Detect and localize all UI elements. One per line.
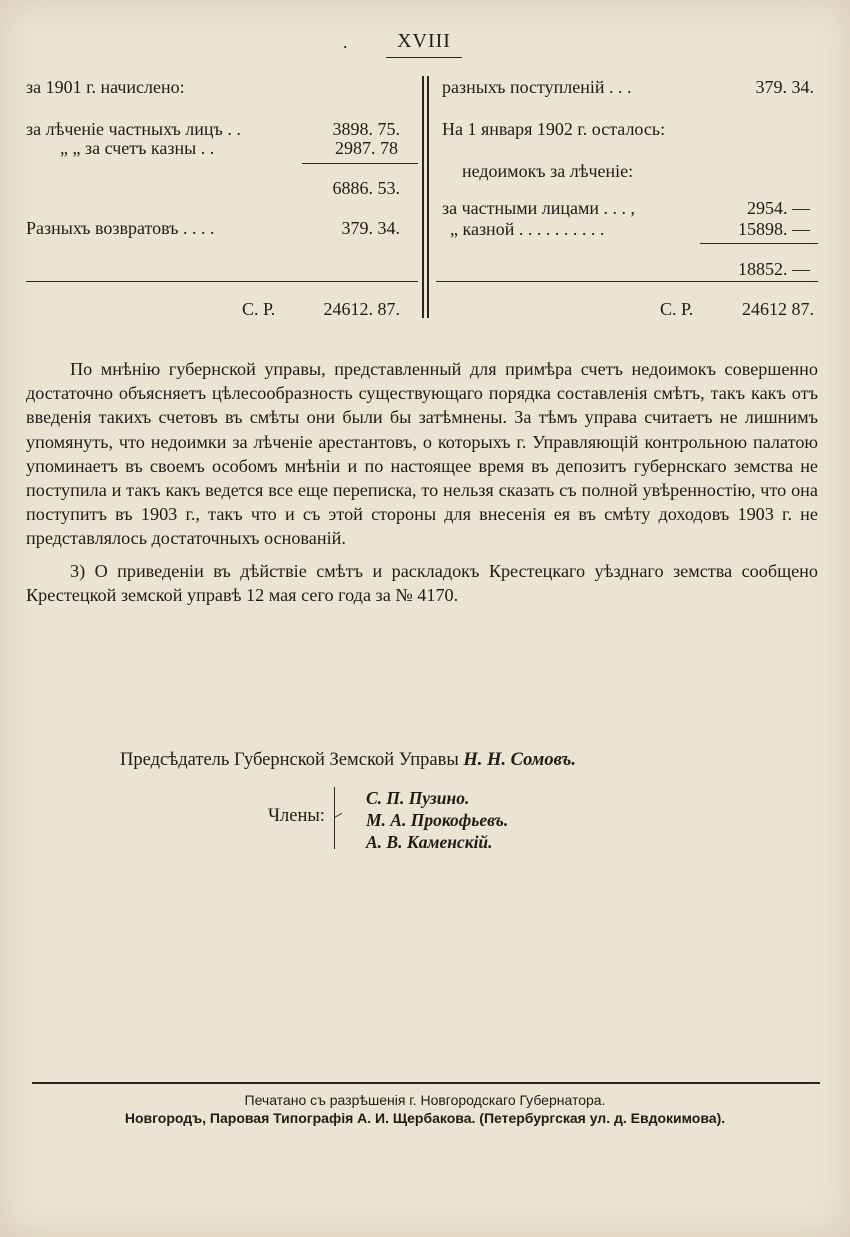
right-row1-value: 379. 34. <box>755 77 814 97</box>
right-total-value: 24612 87. <box>742 299 814 319</box>
member-signature-3: А. В. Каменскій. <box>366 832 493 852</box>
right-remain: На 1 января 1902 г. осталось: <box>442 119 666 139</box>
left-row3-value: 379. 34. <box>341 218 400 238</box>
left-row2-label: „ „ за счетъ казны . . <box>60 138 215 158</box>
members-brace <box>334 787 345 849</box>
right-row2-value: 2954. — <box>747 198 810 218</box>
column-divider-left <box>422 76 424 318</box>
left-subtotal-rule <box>302 163 418 164</box>
left-row1-value: 3898. 75. <box>332 119 400 139</box>
right-arrears-heading: недоимокъ за лѣченіе: <box>462 161 634 181</box>
body-text <box>26 357 818 607</box>
page-number: XVIII <box>386 30 462 58</box>
chairman-name: Н. Н. Сомовъ. <box>463 750 576 770</box>
paragraph-estimates: 3) О приведеніи въ дѣйствіе смѣтъ и раскладокъ Крестецкаго уѣзднаго земства сообщено Крестецкой земской управѣ 12 мая сего года за № 4170. <box>26 560 818 605</box>
chairman-signature <box>120 750 576 771</box>
left-total-rule <box>26 281 418 282</box>
footer-permission: Печатано съ разрѣшенія г. Новгородскаго Губернатора. <box>244 1092 606 1108</box>
chairman-title: Предсѣдатель Губернской Земской Управы <box>120 750 459 770</box>
right-row1-label: разныхъ поступленій . . . <box>442 77 632 97</box>
paragraph-arrears: По мнѣнію губернской управы, представленный для примѣра счетъ недоимокъ совершенно достаточно объясняетъ цѣлесообразность существующаго порядка составленія смѣтъ, такъ какъ отъ введенія такихъ счетовъ въ смѣты они были бы затѣмнены. За тѣмъ управа считаетъ не лишнимъ упомянуть, что недоимки за лѣченіе арестантовъ, о которыхъ г. Управляющій контрольною палатою упоминаетъ въ своемъ особомъ мнѣніи и по настоящее время въ депозитъ губернскаго земства не поступила и такъ какъ ведется все еще переписка, то нельзя сказать съ полной увѣренностію, что она поступитъ въ 1903 г., такъ что и съ этой стороны для внесенія ея въ смѣту доходовъ 1903 г. не представлялось достаточныхъ основаній. <box>26 359 818 549</box>
right-subtotal-rule <box>700 243 818 244</box>
right-subtotal: 18852. — <box>738 259 810 279</box>
members-label: Члены: <box>268 806 325 826</box>
right-row3-label: „ казной . . . . . . . . . . <box>450 219 605 239</box>
left-row2-value: 2987. 78 <box>335 138 398 158</box>
left-total-label: С. Р. <box>242 299 276 319</box>
footer-rule <box>32 1082 820 1084</box>
column-divider-right <box>427 76 429 318</box>
right-row3-value: 15898. — <box>738 219 810 239</box>
footer <box>0 1092 850 1126</box>
member-signature-2: М. А. Прокофьевъ. <box>366 810 509 830</box>
left-heading: за 1901 г. начислено: <box>26 77 185 97</box>
left-subtotal: 6886. 53. <box>332 178 400 198</box>
member-signature-1: С. П. Пузино. <box>366 788 470 808</box>
right-total-rule <box>436 281 818 282</box>
right-row2-label: за частными лицами . . . , <box>442 198 636 218</box>
left-row1-label: за лѣченіе частныхъ лицъ . . <box>26 119 241 139</box>
header-dot: . <box>343 32 348 52</box>
footer-printer: Новгородъ, Паровая Типографія А. И. Щербакова. (Петербургская ул. д. Евдокимова). <box>124 1110 726 1126</box>
left-total-value: 24612. 87. <box>323 299 400 319</box>
right-total-label: С. Р. <box>660 299 694 319</box>
left-row3-label: Разныхъ возвратовъ . . . . <box>26 218 215 238</box>
